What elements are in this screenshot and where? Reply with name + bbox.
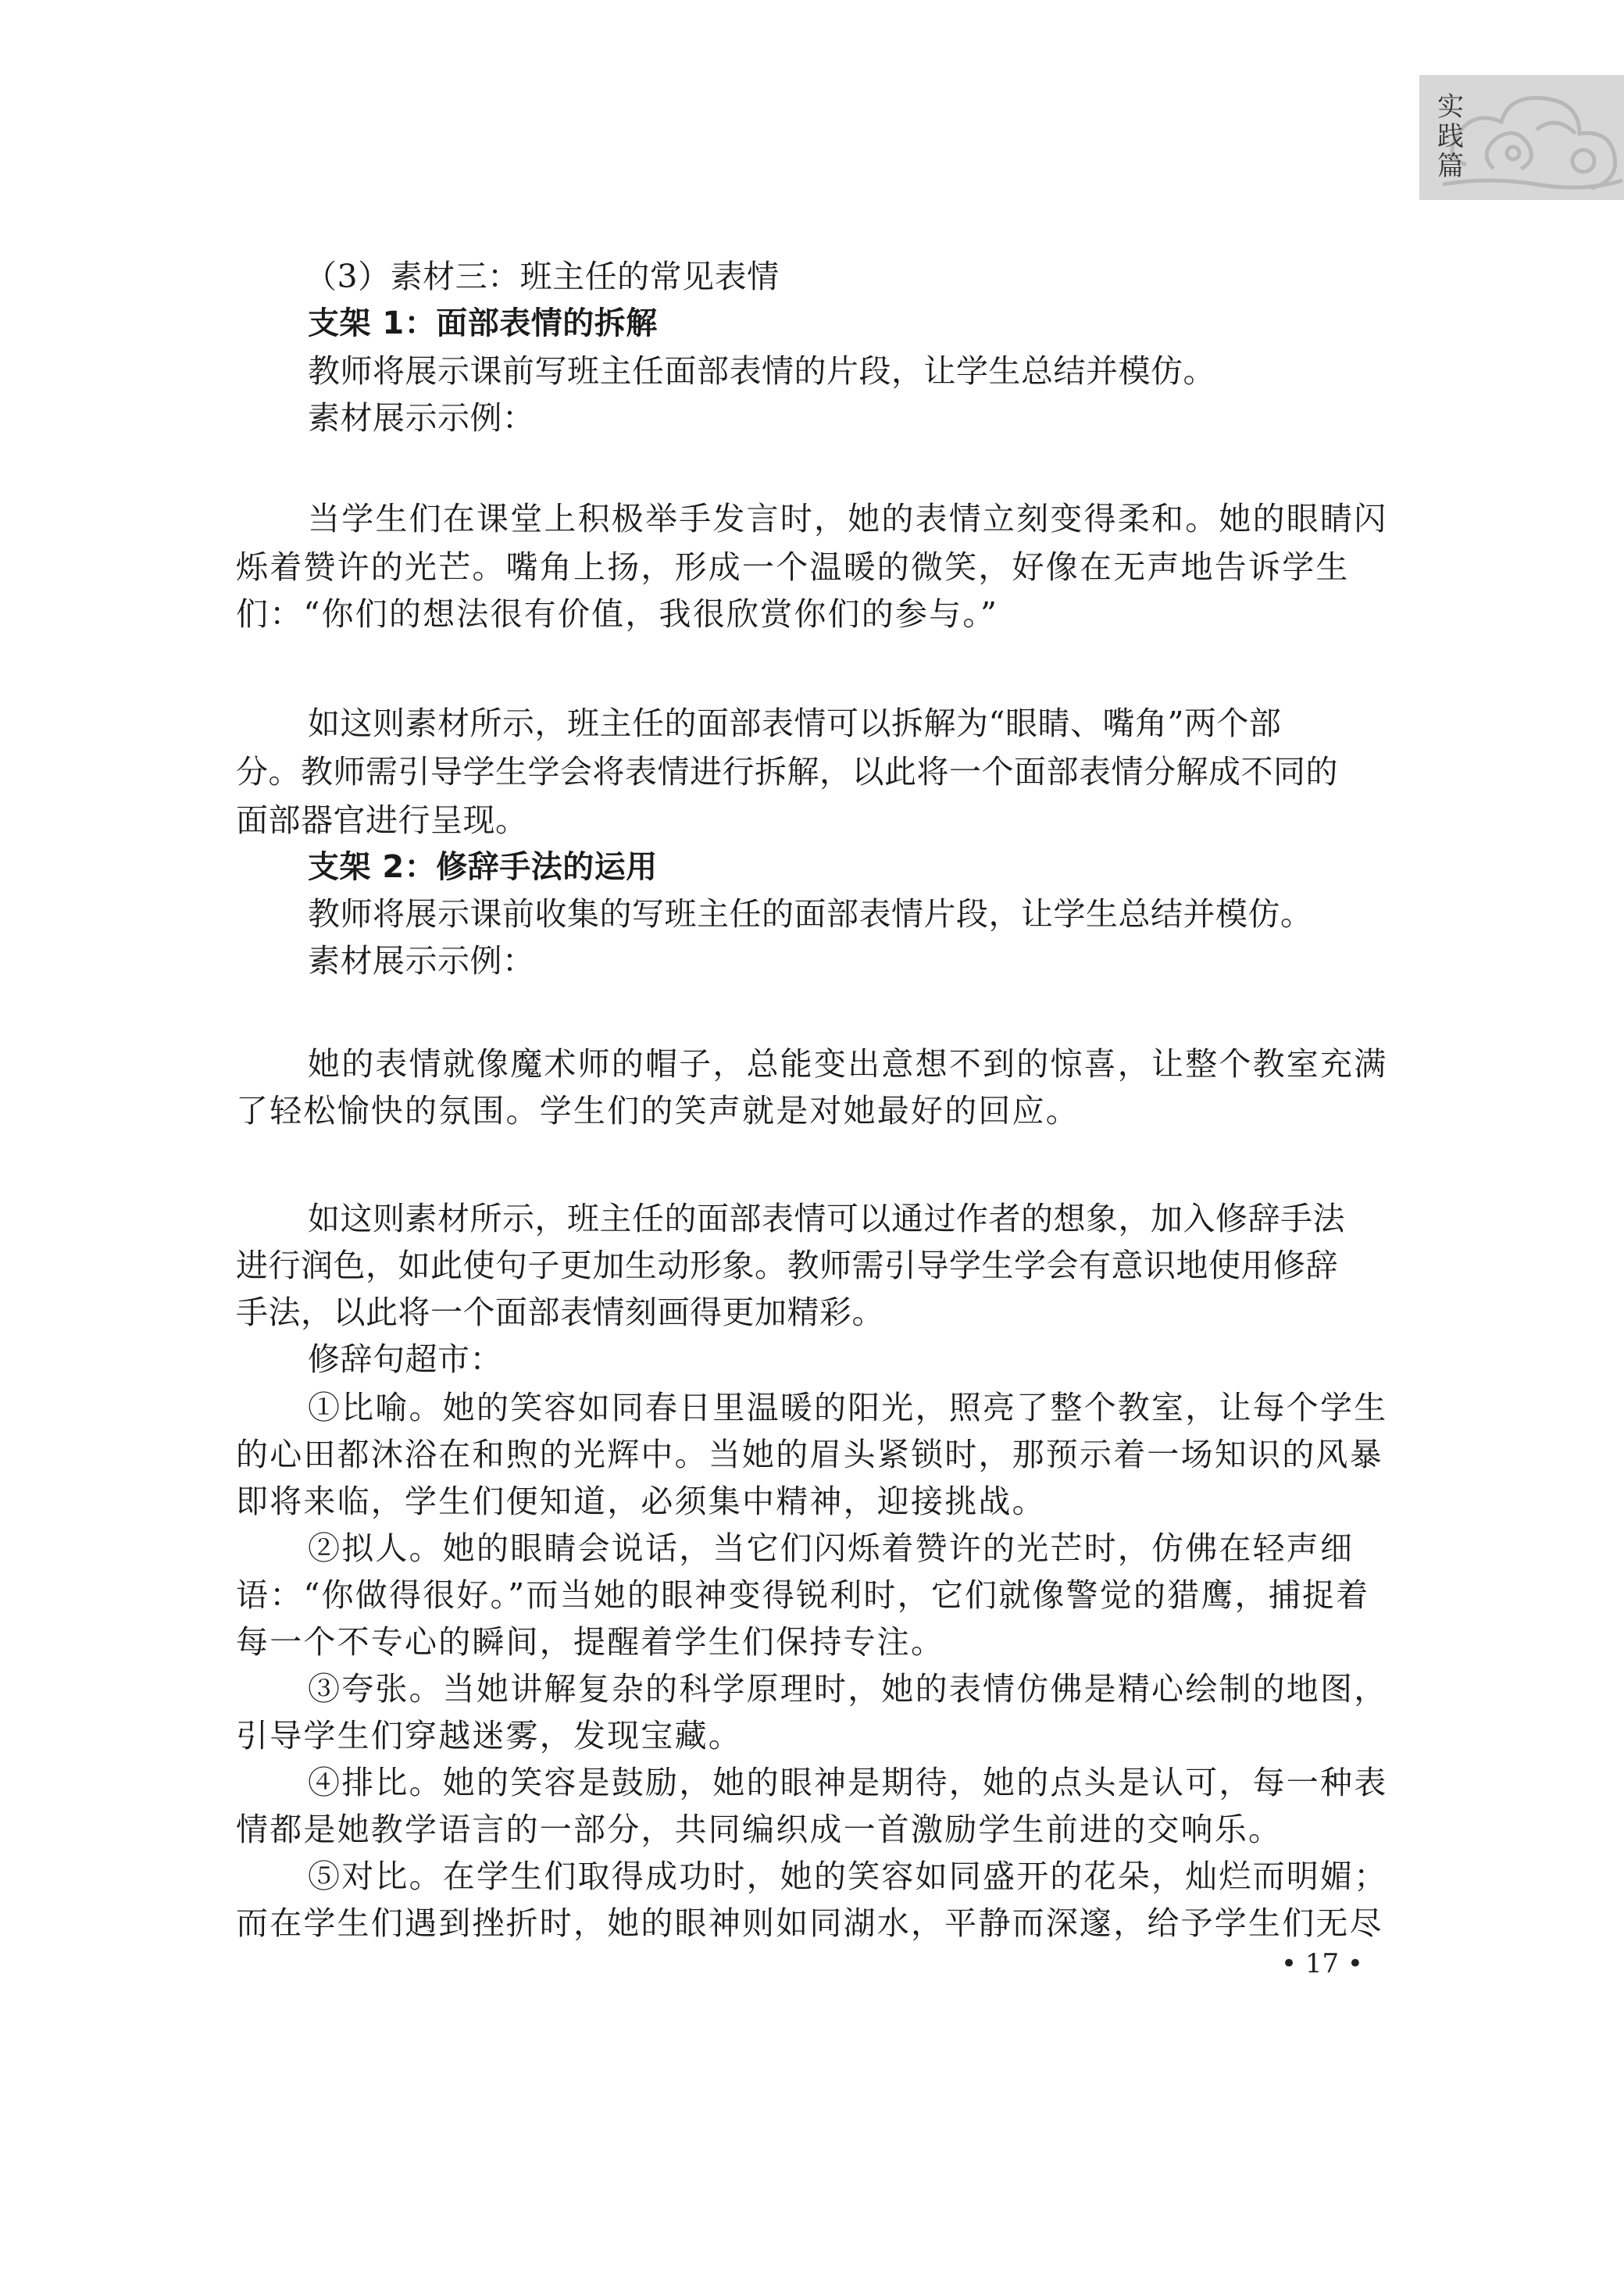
rhetoric-line: 引导学生们穿越迷雾，发现宝藏。 bbox=[236, 1717, 742, 1754]
scaffold-heading: 支架 1：面部表情的拆解 bbox=[308, 305, 658, 341]
scaffold-heading: 支架 2：修辞手法的运用 bbox=[308, 849, 658, 885]
page-number: • 17 • bbox=[1281, 1948, 1363, 1979]
material-line: 烁着赞许的光芒。嘴角上扬，形成一个温暖的微笑，好像在无声地告诉学生 bbox=[236, 548, 1350, 586]
paragraph-line: 素材展示示例： bbox=[308, 942, 535, 980]
paragraph-line: 面部器官进行呈现。 bbox=[236, 801, 528, 839]
rhetoric-line: ②拟人。她的眼睛会说话，当它们闪烁着赞许的光芒时，仿佛在轻声细 bbox=[308, 1529, 1355, 1567]
paragraph-line: 手法，以此将一个面部表情刻画得更加精彩。 bbox=[236, 1294, 884, 1331]
paragraph-line: 素材展示示例： bbox=[308, 399, 535, 437]
rhetoric-line: ⑤对比。在学生们取得成功时，她的笑容如同盛开的花朵，灿烂而明媚； bbox=[308, 1858, 1388, 1895]
tab-char: 践 bbox=[1437, 121, 1464, 152]
tab-char: 实 bbox=[1437, 91, 1464, 123]
tab-label bbox=[1419, 92, 1482, 181]
section-tab bbox=[1419, 75, 1624, 200]
material-line: 了轻松愉快的氛围。学生们的笑声就是对她最好的回应。 bbox=[236, 1092, 1080, 1130]
paragraph-line: 修辞句超市： bbox=[308, 1340, 502, 1378]
rhetoric-line: 情都是她教学语言的一部分，共同编织成一首激励学生前进的交响乐。 bbox=[236, 1811, 1283, 1848]
tab-char: 篇 bbox=[1437, 151, 1464, 182]
paragraph-line: 进行润色，如此使句子更加生动形象。教师需引导学生学会有意识地使用修辞 bbox=[236, 1247, 1338, 1284]
rhetoric-line: 语：“你做得很好。”而当她的眼神变得锐利时，它们就像警觉的猎鹰，捕捉着 bbox=[236, 1576, 1370, 1614]
rhetoric-line: 即将来临，学生们便知道，必须集中精神，迎接挑战。 bbox=[236, 1483, 1046, 1520]
subsection-heading: （3）素材三：班主任的常见表情 bbox=[305, 258, 780, 295]
paragraph-line: 如这则素材所示，班主任的面部表情可以通过作者的想象，加入修辞手法 bbox=[308, 1200, 1345, 1237]
material-line: 她的表情就像魔术师的帽子，总能变出意想不到的惊喜，让整个教室充满 bbox=[308, 1045, 1388, 1083]
material-line: 当学生们在课堂上积极举手发言时，她的表情立刻变得柔和。她的眼睛闪 bbox=[308, 500, 1388, 537]
rhetoric-line: ①比喻。她的笑容如同春日里温暖的阳光，照亮了整个教室，让每个学生 bbox=[308, 1389, 1388, 1426]
paragraph-line: 分。教师需引导学生学会将表情进行拆解，以此将一个面部表情分解成不同的 bbox=[236, 753, 1338, 791]
paragraph-line: 如这则素材所示，班主任的面部表情可以拆解为“眼睛、嘴角”两个部 bbox=[308, 705, 1282, 742]
paragraph-line: 教师将展示课前写班主任面部表情的片段，让学生总结并模仿。 bbox=[308, 352, 1215, 390]
paragraph-line: 教师将展示课前收集的写班主任的面部表情片段，让学生总结并模仿。 bbox=[308, 895, 1313, 933]
rhetoric-line: 的心田都沐浴在和煦的光辉中。当她的眉头紧锁时，那预示着一场知识的风暴 bbox=[236, 1436, 1383, 1473]
rhetoric-line: ③夸张。当她讲解复杂的科学原理时，她的表情仿佛是精心绘制的地图， bbox=[308, 1670, 1388, 1708]
rhetoric-line: ④排比。她的笑容是鼓励，她的眼神是期待，她的点头是认可，每一种表 bbox=[308, 1764, 1388, 1801]
material-line: 们：“你们的想法很有价值，我很欣赏你们的参与。” bbox=[236, 595, 999, 633]
rhetoric-line: 每一个不专心的瞬间，提醒着学生们保持专注。 bbox=[236, 1623, 945, 1661]
rhetoric-line: 而在学生们遇到挫折时，她的眼神则如同湖水，平静而深邃，给予学生们无尽 bbox=[236, 1904, 1383, 1942]
